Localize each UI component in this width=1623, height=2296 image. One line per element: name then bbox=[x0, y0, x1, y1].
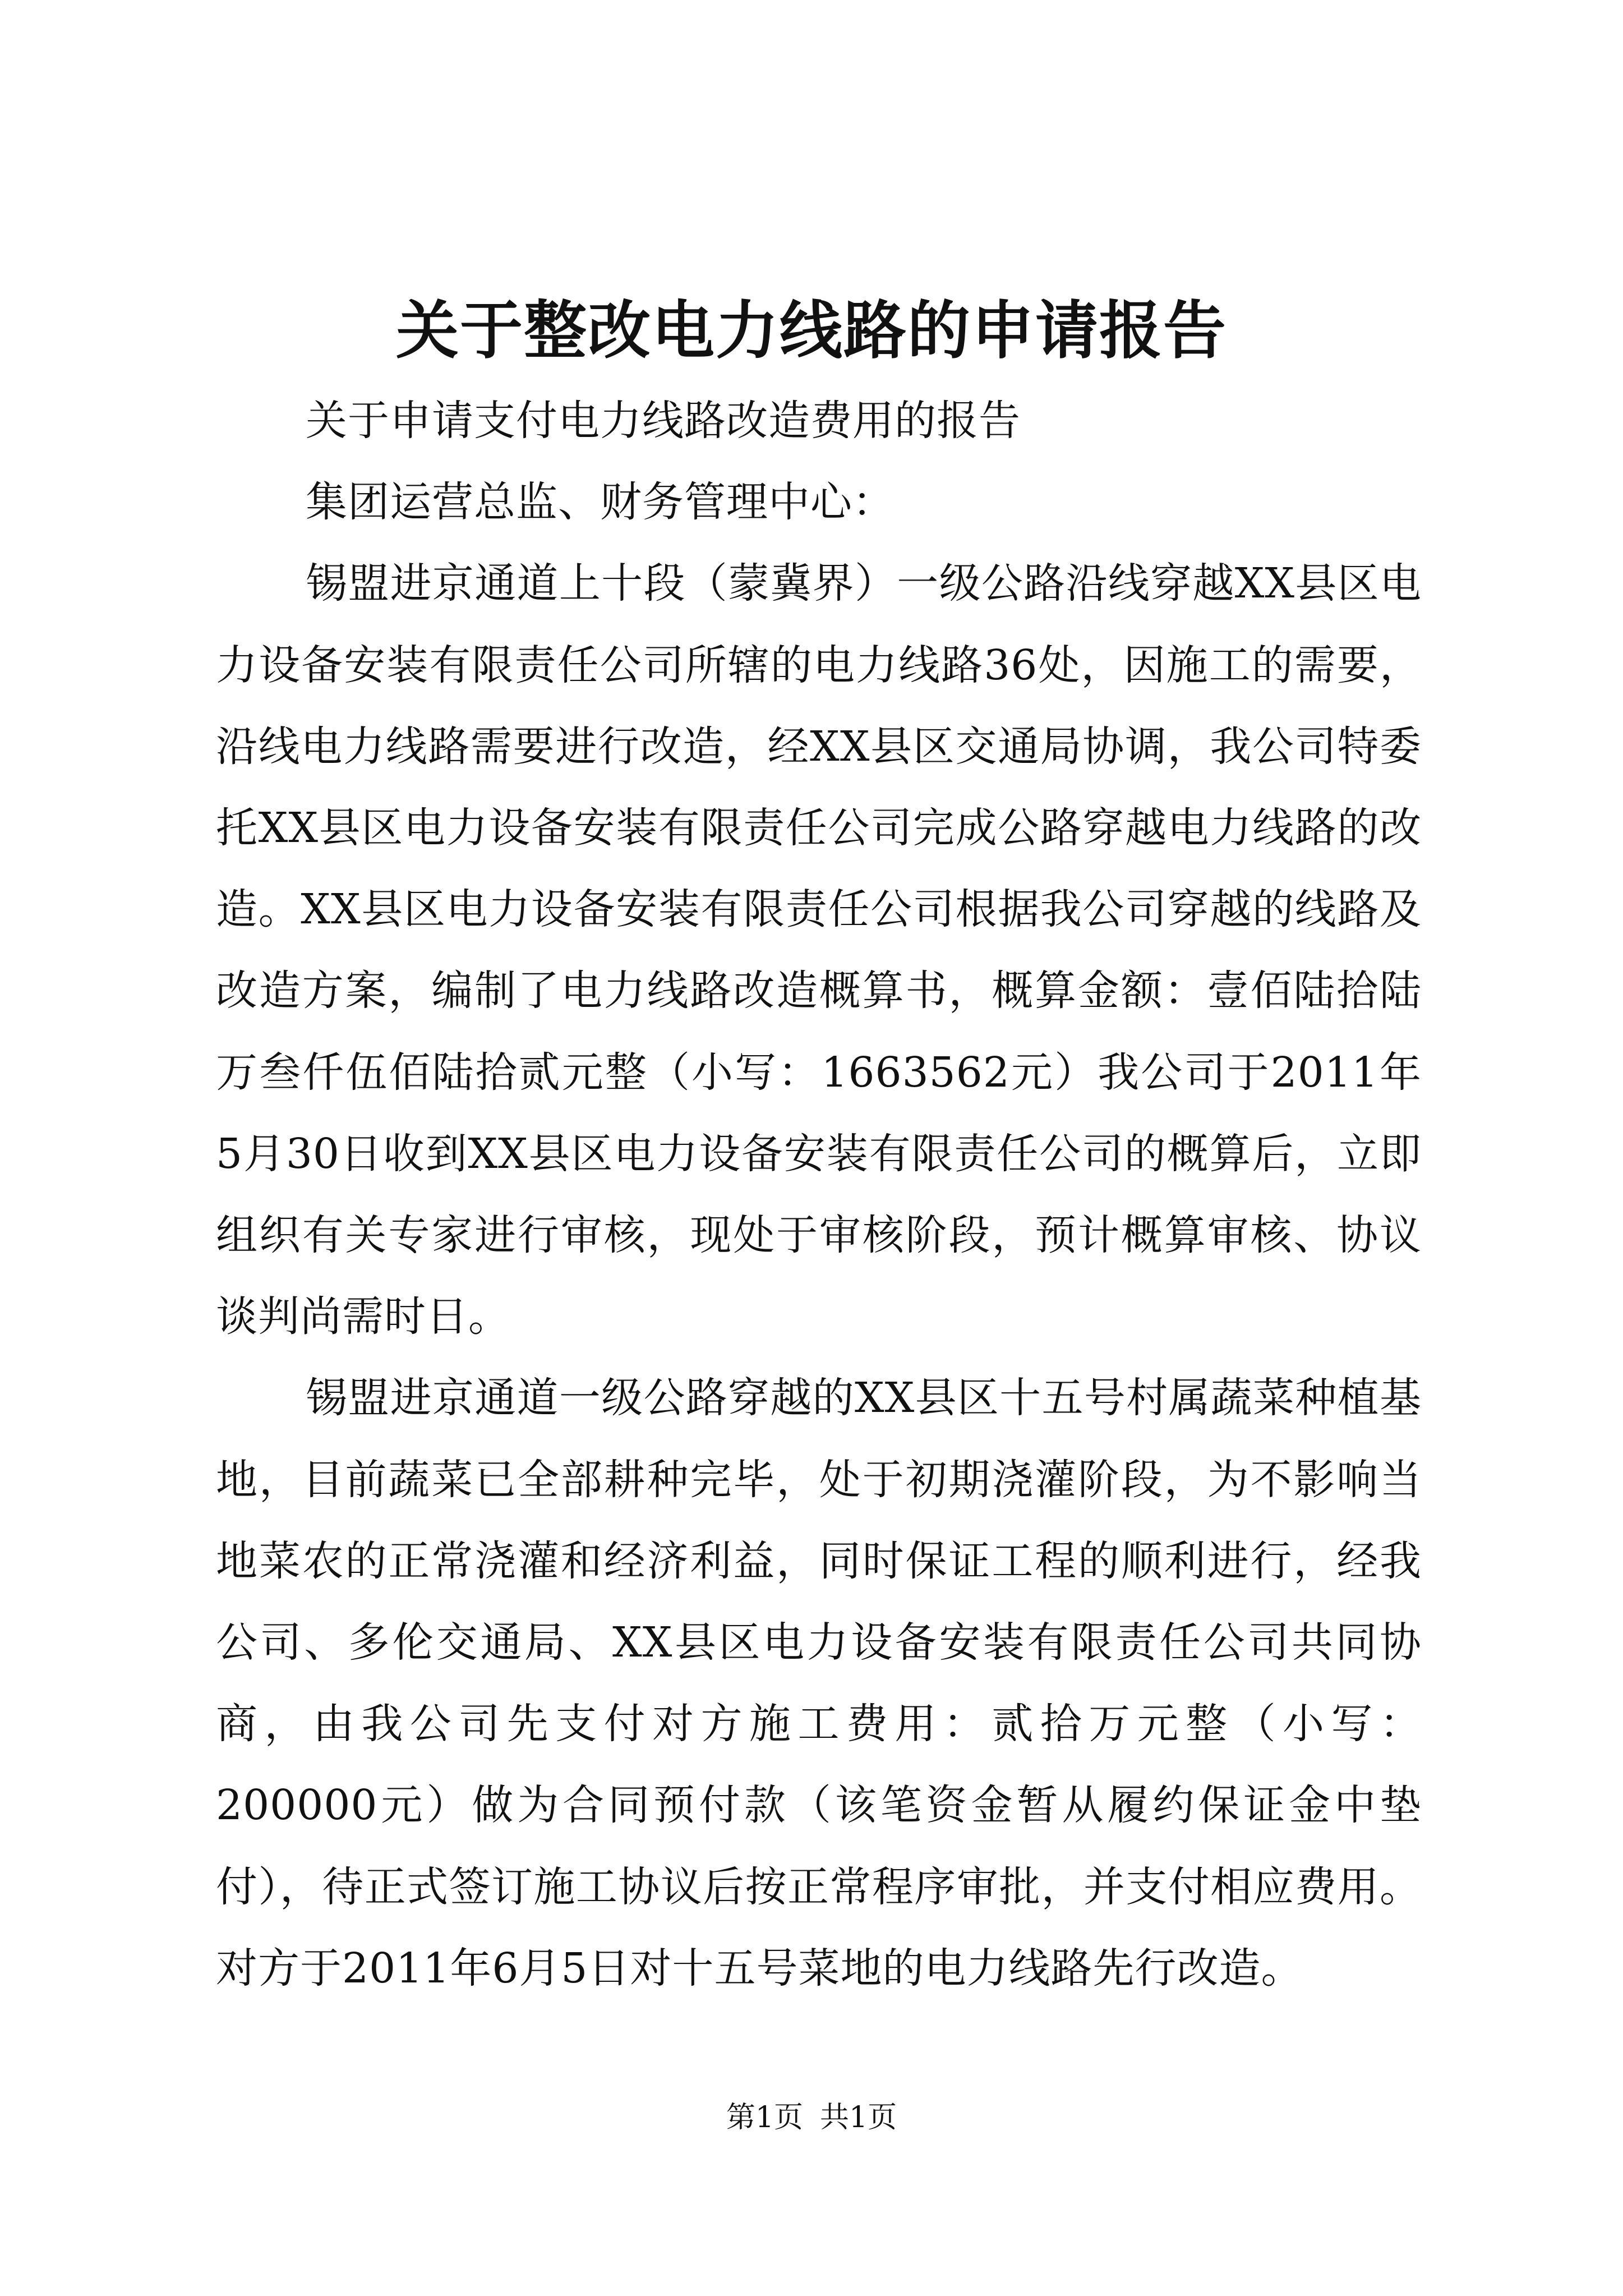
page-total: 共1页 bbox=[820, 2101, 897, 2134]
body-paragraph-2: 锡盟进京通道一级公路穿越的XX县区十五号村属蔬菜种植基地，目前蔬菜已全部耕种完毕，处于初期浇灌阶段，为不影响当地菜农的正常浇灌和经济利益，同时保证工程的顺利进行，经我公司、多伦交通局、XX县区电力设备安装有限责任公司共同协商，由我公司先支付对方施工费用：贰拾万元整（小写：200000元）做为合同预付款（该笔资金暂从履约保证金中垫付），待正式签订施工协议后按正常程序审批，并支付相应费用。对方于2011年6月5日对十五号菜地的电力线路先行改造。 bbox=[216, 1374, 1422, 1993]
addressee-paragraph: 集团运营总监、财务管理中心： bbox=[306, 478, 895, 527]
document-title: 关于整改电力线路的申请报告 bbox=[396, 294, 1227, 367]
document-body bbox=[216, 380, 1422, 2009]
subtitle-paragraph: 关于申请支付电力线路改造费用的报告 bbox=[306, 397, 1021, 445]
page-footer bbox=[0, 2098, 1623, 2137]
page-number: 第1页 bbox=[726, 2101, 803, 2134]
body-paragraph-1: 锡盟进京通道上十段（蒙冀界）一级公路沿线穿越XX县区电力设备安装有限责任公司所辖的电力线路36处，因施工的需要，沿线电力线路需要进行改造，经XX县区交通局协调，我公司特委托XX县区电力设备安装有限责任公司完成公路穿越电力线路的改造。XX县区电力设备安装有限责任公司根据我公司穿越的线路及改造方案，编制了电力线路改造概算书，概算金额：壹佰陆拾陆万叁仟伍佰陆拾贰元整（小写：1663562元）我公司于2011年5月30日收到XX县区电力设备安装有限责任公司的概算后，立即组织有关专家进行审核，现处于审核阶段，预计概算审核、协议谈判尚需时日。 bbox=[216, 559, 1422, 1341]
